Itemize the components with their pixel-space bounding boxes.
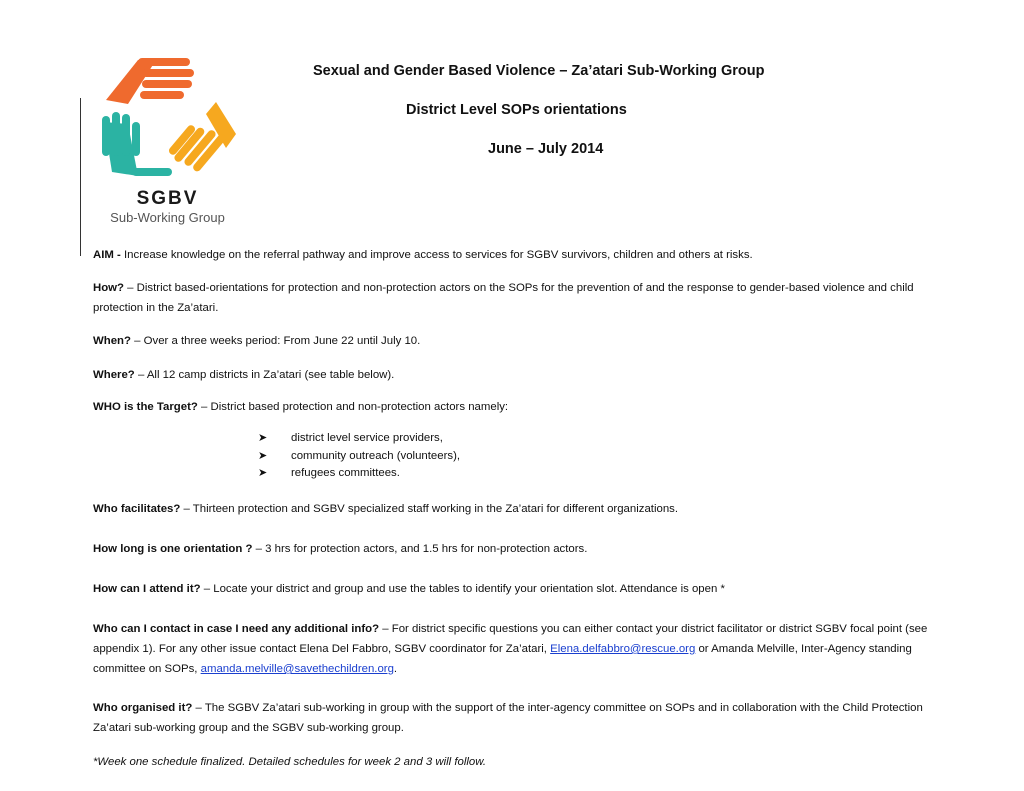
arrow-bullet-icon: ➤ bbox=[258, 467, 268, 479]
target-list bbox=[258, 430, 460, 483]
when-label: When? bbox=[93, 335, 131, 347]
email-link-elena[interactable]: Elena.delfabbro@rescue.org bbox=[550, 643, 696, 655]
contact-paragraph: Who can I contact in case I need any additional info? – For district specific questions you can either contact your district facilitator or district SGBV focal point (see appendix 1). For any other issue contact Elena Del Fabbro, SGBV coordinator for Za’atari, Elena.delfabbro@rescue.org or Amanda Melville, Inter-Agency standing committee on SOPs, amanda.melville@savethechildren.org. bbox=[93, 623, 928, 675]
facilitates-paragraph bbox=[93, 499, 933, 519]
yellow-hand-icon bbox=[167, 102, 236, 173]
email-link-amanda[interactable]: amanda.melville@savethechildren.org bbox=[200, 663, 394, 675]
logo-subtitle: Sub-Working Group bbox=[110, 210, 225, 225]
attend-text: – Locate your district and group and use the tables to identify your orientation slot. Attendance is open * bbox=[200, 583, 725, 595]
where-label: Where? bbox=[93, 369, 135, 381]
facilitates-text: – Thirteen protection and SGBV specialized staff working in the Za’atari for different organizations. bbox=[180, 503, 679, 515]
how-paragraph bbox=[93, 278, 933, 318]
how-text: – District based-orientations for protection and non-protection actors on the SOPs for the prevention of and the response to gender-based violence and child protection in the Za’atari. bbox=[93, 282, 914, 314]
document-title: Sexual and Gender Based Violence – Za’atari Sub-Working Group bbox=[313, 63, 765, 79]
attend-paragraph bbox=[93, 579, 933, 599]
teal-hand-icon bbox=[102, 112, 172, 176]
arrow-bullet-icon: ➤ bbox=[258, 432, 268, 444]
facilitates-label: Who facilitates? bbox=[93, 503, 181, 515]
organised-label: Who organised it? bbox=[93, 702, 193, 714]
document-date: June – July 2014 bbox=[488, 141, 604, 157]
aim-label: AIM - bbox=[93, 249, 121, 261]
where-paragraph bbox=[93, 365, 933, 385]
when-text: – Over a three weeks period: From June 22 until July 10. bbox=[130, 335, 421, 347]
list-item: ➤ district level service providers, bbox=[258, 430, 460, 448]
logo-wordmark bbox=[100, 188, 235, 226]
list-item: ➤ community outreach (volunteers), bbox=[258, 448, 460, 466]
organised-paragraph bbox=[93, 698, 933, 738]
document-subtitle: District Level SOPs orientations bbox=[406, 102, 627, 118]
footnote: *Week one schedule finalized. Detailed schedules for week 2 and 3 will follow. bbox=[93, 756, 486, 768]
margin-rule bbox=[80, 98, 81, 256]
logo-title: SGBV bbox=[136, 188, 199, 209]
aim-text: Increase knowledge on the referral pathway and improve access to services for SGBV survivors, children and others at risks. bbox=[120, 249, 753, 261]
list-item: ➤ refugees committees. bbox=[258, 465, 460, 483]
target-text: – District based protection and non-protection actors namely: bbox=[197, 401, 509, 413]
arrow-bullet-icon: ➤ bbox=[258, 449, 268, 462]
how-label: How? bbox=[93, 282, 125, 294]
duration-paragraph bbox=[93, 539, 933, 559]
organised-text: – The SGBV Za’atari sub-working in group with the support of the inter-agency committee on SOPs and in collaboration with the Child Protection Za’atari sub-working group and the SGBV sub-working group. bbox=[93, 702, 923, 734]
orange-hand-icon bbox=[106, 58, 194, 104]
contact-label: Who can I contact in case I need any additional info? bbox=[93, 623, 380, 635]
target-paragraph bbox=[93, 397, 933, 417]
target-label: WHO is the Target? bbox=[93, 401, 198, 413]
where-text: – All 12 camp districts in Za’atari (see table below). bbox=[134, 369, 395, 381]
aim-paragraph bbox=[93, 245, 933, 265]
sgbv-hands-logo-icon bbox=[98, 52, 238, 182]
attend-label: How can I attend it? bbox=[93, 583, 201, 595]
duration-text: – 3 hrs for protection actors, and 1.5 hrs for non-protection actors. bbox=[252, 543, 588, 555]
when-paragraph bbox=[93, 331, 933, 351]
duration-label: How long is one orientation ? bbox=[93, 543, 253, 555]
